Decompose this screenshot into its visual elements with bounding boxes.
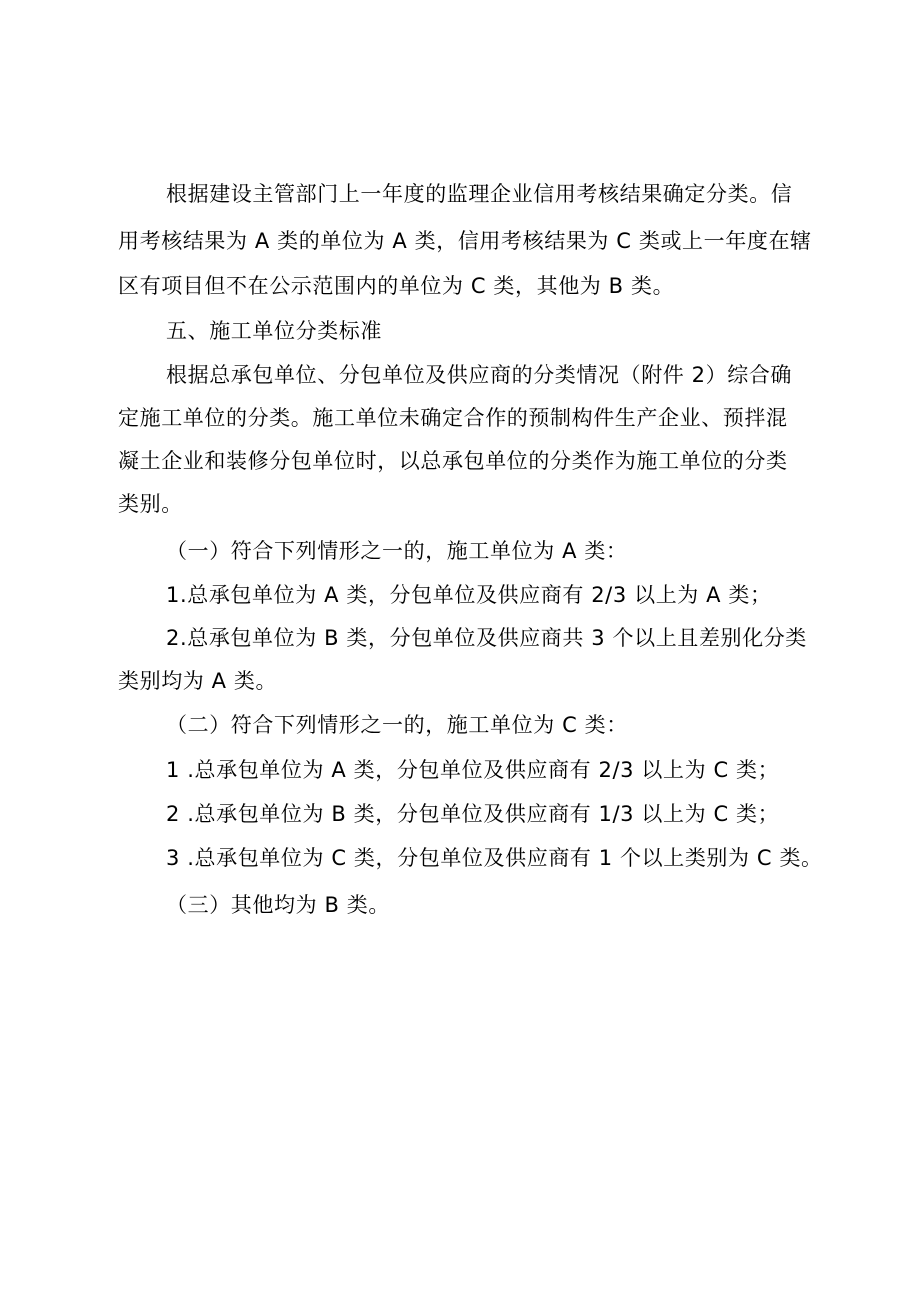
paragraph-2-line-4: 类别。 <box>118 492 183 516</box>
section-3-title: （三）其他均为 B 类。 <box>166 893 390 917</box>
section-2-item-1: 1 .总承包单位为 A 类，分包单位及供应商有 2/3 以上为 C 类； <box>166 758 780 782</box>
paragraph-2-line-2: 定施工单位的分类。施工单位未确定合作的预制构件生产企业、预拌混 <box>118 406 788 430</box>
paragraph-1-line-1: 根据建设主管部门上一年度的监理企业信用考核结果确定分类。信 <box>166 182 793 206</box>
section-1-item-2-line-2: 类别均为 A 类。 <box>118 669 278 693</box>
section-2-item-2: 2 .总承包单位为 B 类，分包单位及供应商有 1/3 以上为 C 类； <box>166 802 780 826</box>
paragraph-1-line-3: 区有项目但不在公示范围内的单位为 C 类，其他为 B 类。 <box>118 274 675 298</box>
section-1-item-2-line-1: 2.总承包单位为 B 类，分包单位及供应商共 3 个以上且差别化分类 <box>166 626 807 650</box>
paragraph-2-line-1: 根据总承包单位、分包单位及供应商的分类情况（附件 2）综合确 <box>166 363 793 387</box>
section-heading-5: 五、施工单位分类标准 <box>166 319 382 343</box>
paragraph-2-line-3: 凝土企业和装修分包单位时，以总承包单位的分类作为施工单位的分类 <box>118 449 788 473</box>
section-2-item-3: 3 .总承包单位为 C 类，分包单位及供应商有 1 个以上类别为 C 类。 <box>166 846 823 870</box>
section-1-item-1: 1.总承包单位为 A 类，分包单位及供应商有 2/3 以上为 A 类； <box>166 583 772 607</box>
section-2-title: （二）符合下列情形之一的，施工单位为 C 类： <box>166 713 628 737</box>
paragraph-1-line-2: 用考核结果为 A 类的单位为 A 类，信用考核结果为 C 类或上一年度在辖 <box>118 229 812 253</box>
section-1-title: （一）符合下列情形之一的，施工单位为 A 类： <box>166 539 628 563</box>
